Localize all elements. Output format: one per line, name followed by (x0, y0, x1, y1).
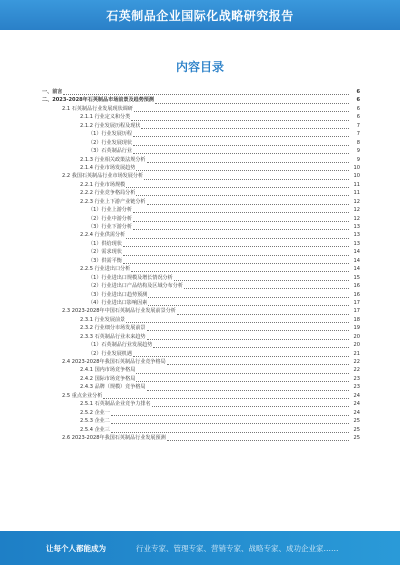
toc-entry[interactable] (42, 164, 360, 172)
toc-entry-page: 24 (353, 409, 360, 416)
toc-entry-page: 13 (353, 240, 360, 247)
toc-entry-title: （2）行业进出口产品结构及区域分布分析 (88, 283, 183, 290)
toc-entry[interactable] (42, 324, 360, 332)
toc-entry-title: 2.5.4 企业三 (80, 426, 110, 433)
dot-leader (184, 283, 349, 289)
dot-leader (177, 309, 349, 315)
toc-entry-title: （2）需求现状 (88, 249, 122, 256)
table-of-contents (42, 88, 360, 442)
toc-entry[interactable] (42, 434, 360, 442)
toc-entry[interactable] (42, 291, 360, 299)
toc-entry-title: （3）行业下游分析 (88, 224, 132, 230)
toc-entry-title: 2.4 2023-2028年我国石英制品行业竞争格局 (62, 359, 166, 365)
dot-leader (131, 266, 349, 272)
toc-entry-title: 2.3 2023-2028年中国石英制品行业发展前景分析 (62, 308, 176, 315)
toc-entry-title: 2.5.1 石英制品企业竞争力排名 (80, 401, 151, 408)
dot-leader (155, 98, 349, 104)
toc-entry-page: 17 (353, 308, 360, 315)
toc-entry-page: 7 (356, 122, 360, 129)
toc-entry-page: 16 (353, 291, 360, 298)
toc-entry-title: 2.1.2 行业发展历程及现状 (80, 122, 141, 129)
dot-leader (167, 435, 349, 441)
toc-entry-title: 2.2 我国石英制品行业市场发展分析 (62, 173, 144, 180)
toc-entry[interactable] (42, 240, 360, 248)
toc-entry[interactable] (42, 265, 360, 273)
toc-entry-title: 2.4.1 国内市场竞争格局 (80, 367, 136, 374)
report-title: 石英制品企业国际化战略研究报告 (106, 8, 294, 23)
toc-entry[interactable] (42, 113, 360, 121)
toc-entry-title: 2.2.1 行业市场规模 (80, 181, 126, 188)
toc-entry[interactable] (42, 122, 360, 130)
toc-entry-page: 25 (353, 434, 360, 441)
toc-entry[interactable] (42, 88, 360, 96)
dot-leader (141, 123, 349, 129)
toc-entry-page: 9 (356, 148, 360, 155)
toc-entry-title: （2）行业发展机遇 (88, 350, 132, 357)
toc-entry[interactable] (42, 426, 360, 434)
toc-entry-page: 25 (353, 426, 360, 433)
toc-entry-title: 2.2.3 行业上下游产业链分析 (80, 198, 146, 205)
toc-entry-title: 2.5 重点企业分析 (62, 392, 103, 399)
toc-entry-title: （1）供给现状 (88, 240, 122, 247)
toc-entry-title: （1）行业进出口规模及增长情况分析 (88, 274, 173, 281)
dot-leader (126, 317, 349, 323)
toc-entry-title: 2.2.2 行业竞争格局分析 (80, 190, 136, 197)
dot-leader (148, 300, 349, 306)
toc-entry-page: 13 (353, 232, 360, 239)
toc-entry-page: 17 (353, 299, 360, 306)
toc-entry-page: 20 (353, 333, 360, 340)
toc-entry-page: 12 (353, 207, 360, 214)
toc-entry[interactable] (42, 139, 360, 147)
dot-leader (126, 233, 349, 239)
toc-entry-page: 21 (353, 350, 360, 357)
dot-leader (133, 131, 349, 137)
toc-entry[interactable] (42, 333, 360, 341)
toc-entry[interactable] (42, 96, 360, 104)
toc-entry-page: 14 (353, 249, 360, 256)
toc-entry[interactable] (42, 198, 360, 206)
dot-leader (133, 224, 349, 230)
dot-leader (133, 207, 349, 213)
toc-entry[interactable] (42, 366, 360, 374)
dot-leader (133, 351, 349, 357)
toc-entry[interactable] (42, 316, 360, 324)
dot-leader (144, 174, 349, 180)
toc-entry-title: 2.6 2023-2028年我国石英制品行业发展预测 (62, 434, 166, 441)
dot-leader (111, 410, 349, 416)
toc-entry-page: 14 (353, 266, 360, 273)
toc-entry[interactable] (42, 358, 360, 366)
toc-entry[interactable] (42, 248, 360, 256)
dot-leader (147, 157, 349, 163)
toc-entry-page: 13 (353, 224, 360, 230)
toc-entry-page: 14 (353, 257, 360, 264)
toc-entry-page: 23 (353, 375, 360, 382)
footer-bar (0, 531, 400, 565)
toc-entry-title: （3）行业进出口趋势预测 (88, 291, 148, 298)
toc-entry-page: 19 (353, 325, 360, 332)
toc-entry[interactable] (42, 409, 360, 417)
toc-entry-title: （4）行业进出口影响因素 (88, 299, 148, 306)
toc-entry-page: 22 (353, 367, 360, 374)
toc-entry-title: （2）行业发展现状 (88, 139, 132, 146)
dot-leader (136, 165, 349, 171)
dot-leader (111, 418, 349, 424)
toc-entry-page: 11 (353, 181, 360, 188)
footer-tagline: 行业专家、管理专家、营销专家、战略专家、成功企业家…… (136, 543, 339, 553)
toc-entry-title: 2.2.5 行业进出口分析 (80, 266, 131, 273)
toc-entry-title: 2.1.4 行业市场发展趋势 (80, 164, 136, 171)
toc-entry[interactable] (42, 130, 360, 138)
toc-entry-title: 2.4.3 品牌（规模）竞争格局 (80, 384, 146, 391)
dot-leader (131, 115, 349, 121)
dot-leader (152, 401, 349, 407)
toc-entry-title: （2）行业中游分析 (88, 215, 132, 222)
dot-leader (111, 427, 349, 433)
toc-entry-page: 23 (353, 384, 360, 391)
dot-leader (123, 241, 349, 247)
toc-entry[interactable] (42, 223, 360, 231)
toc-entry-page: 6 (356, 114, 360, 121)
dot-leader (103, 393, 349, 399)
dot-leader (147, 325, 349, 331)
toc-entry[interactable] (42, 417, 360, 425)
toc-entry[interactable] (42, 392, 360, 400)
dot-leader (147, 334, 349, 340)
toc-entry-title: 2.2.4 行业供需分析 (80, 232, 126, 239)
toc-entry-title: （1）石英制品行业发展趋势 (88, 342, 153, 349)
toc-entry[interactable] (42, 375, 360, 383)
dot-leader (147, 199, 349, 205)
toc-entry-title: （1）行业发展历程 (88, 131, 132, 138)
toc-entry[interactable] (42, 282, 360, 290)
toc-entry-page: 10 (353, 173, 360, 180)
toc-entry-page: 12 (353, 198, 360, 205)
dot-leader (123, 250, 349, 256)
toc-entry-title: 2.3.3 石英制品行业未来趋势 (80, 333, 146, 340)
toc-entry-page: 6 (356, 105, 360, 112)
dot-leader (134, 106, 349, 112)
dot-leader (136, 376, 349, 382)
dot-leader (167, 359, 349, 365)
toc-entry-title: 2.3.1 行业发展前景 (80, 316, 126, 323)
toc-entry-page: 9 (356, 156, 360, 163)
toc-entry-page: 25 (353, 418, 360, 425)
toc-entry-title: （3）石英制品行业 (88, 148, 132, 155)
toc-entry-title: 二、2023-2028年石英制品市场前景及趋势预测 (42, 97, 154, 104)
dot-leader (147, 385, 349, 391)
toc-entry-page: 18 (353, 316, 360, 323)
toc-entry-page: 24 (353, 392, 360, 399)
dot-leader (174, 275, 349, 281)
dot-leader (133, 148, 349, 154)
toc-entry-title: （1）行业上游分析 (88, 207, 132, 214)
dot-leader (136, 190, 349, 196)
toc-entry-page: 10 (353, 164, 360, 171)
toc-entry[interactable] (42, 215, 360, 223)
toc-entry-title: 2.5.3 企业二 (80, 418, 110, 425)
toc-entry[interactable] (42, 383, 360, 391)
toc-entry-page: 8 (356, 139, 360, 146)
toc-entry[interactable] (42, 172, 360, 180)
toc-entry-page: 11 (353, 190, 360, 197)
toc-entry[interactable] (42, 147, 360, 155)
dot-leader (136, 368, 349, 374)
toc-entry-title: （3）供需平衡 (88, 257, 122, 264)
toc-entry-title: 2.1.1 行业定义和分类 (80, 114, 131, 121)
toc-entry-title: 2.1.3 行业相关政策法规分析 (80, 156, 146, 163)
toc-entry[interactable] (42, 307, 360, 315)
toc-entry[interactable] (42, 299, 360, 307)
toc-entry-page: 6 (356, 97, 360, 104)
toc-entry[interactable] (42, 341, 360, 349)
dot-leader (153, 342, 349, 348)
toc-entry-title: 2.1 石英制品行业发展现状调研 (62, 105, 133, 112)
toc-entry-page: 7 (356, 131, 360, 138)
toc-entry-page: 16 (353, 283, 360, 290)
toc-entry-page: 24 (353, 401, 360, 408)
toc-entry[interactable] (42, 181, 360, 189)
dot-leader (148, 292, 349, 298)
toc-heading: 内容目录 (175, 60, 224, 74)
toc-entry[interactable] (42, 257, 360, 265)
dot-leader (63, 89, 349, 95)
dot-leader (126, 182, 349, 188)
dot-leader (123, 258, 349, 264)
toc-entry-title: 一、前言 (42, 89, 63, 95)
toc-entry-page: 6 (356, 89, 360, 95)
toc-entry[interactable] (42, 274, 360, 282)
dot-leader (133, 140, 349, 146)
toc-entry[interactable] (42, 206, 360, 214)
toc-entry-page: 20 (353, 342, 360, 349)
toc-entry[interactable] (42, 105, 360, 113)
header-bar (0, 0, 400, 30)
toc-entry[interactable] (42, 231, 360, 239)
toc-entry[interactable] (42, 156, 360, 164)
footer-slogan: 让每个人都能成为 (46, 543, 106, 553)
toc-entry-title: 2.3.2 行业细分市场发展前景 (80, 325, 146, 332)
toc-entry-title: 2.4.2 国际市场竞争格局 (80, 375, 136, 382)
toc-entry[interactable] (42, 350, 360, 358)
dot-leader (133, 216, 349, 222)
toc-entry[interactable] (42, 400, 360, 408)
toc-entry[interactable] (42, 189, 360, 197)
toc-entry-page: 15 (353, 274, 360, 281)
toc-entry-page: 22 (353, 359, 360, 365)
toc-entry-title: 2.5.2 企业一 (80, 409, 110, 416)
toc-entry-page: 12 (353, 215, 360, 222)
